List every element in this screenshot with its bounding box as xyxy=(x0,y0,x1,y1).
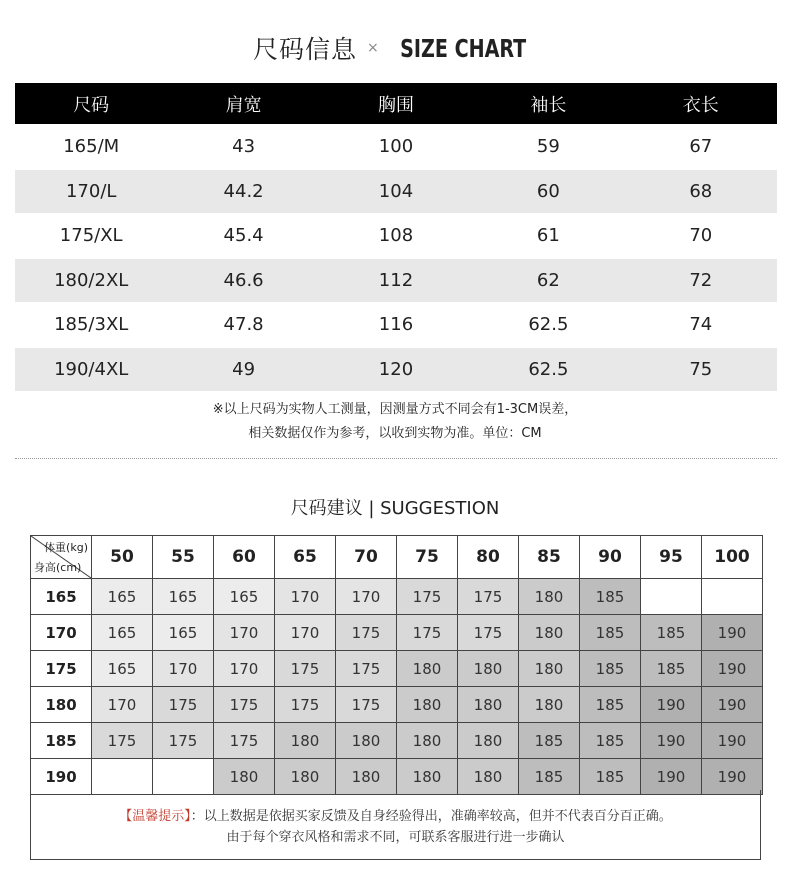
weight-header: 70 xyxy=(336,536,397,579)
table-row xyxy=(15,258,777,303)
size-chart-header xyxy=(15,83,777,125)
weight-header: 55 xyxy=(153,536,214,579)
table-cell: 62.5 xyxy=(472,303,624,348)
size-suggestion-cell: 175 xyxy=(458,615,519,651)
weight-header: 65 xyxy=(275,536,336,579)
size-suggestion-cell: 175 xyxy=(458,579,519,615)
size-suggestion-cell: 185 xyxy=(580,579,641,615)
table-row xyxy=(15,214,777,259)
weight-header: 100 xyxy=(702,536,763,579)
size-suggestion-cell: 175 xyxy=(336,615,397,651)
table-cell: 46.6 xyxy=(167,258,319,303)
table-cell: 45.4 xyxy=(167,214,319,259)
measurement-note xyxy=(0,398,790,446)
size-suggestion-cell: 180 xyxy=(458,759,519,795)
size-suggestion-cell: 185 xyxy=(641,615,702,651)
table-cell: 70 xyxy=(625,214,777,259)
table-cell: 59 xyxy=(472,125,624,170)
corner-weight-label: 体重(kg) xyxy=(44,541,88,554)
grid-corner-cell xyxy=(31,536,92,579)
title-cn: 尺码信息 xyxy=(252,35,357,64)
grid-header-row xyxy=(31,536,763,579)
size-suggestion-cell: 185 xyxy=(580,723,641,759)
size-chart-table xyxy=(15,83,777,391)
size-suggestion-cell: 175 xyxy=(275,687,336,723)
size-suggestion-cell: 180 xyxy=(519,615,580,651)
size-suggestion-cell: 190 xyxy=(641,687,702,723)
tip-line-1 xyxy=(31,806,760,827)
table-cell: 75 xyxy=(625,347,777,391)
size-suggestion-cell: 190 xyxy=(641,759,702,795)
table-cell: 112 xyxy=(320,258,472,303)
size-suggestion-cell: 180 xyxy=(397,687,458,723)
tip-text-2: 由于每个穿衣风格和需求不同，可联系客服进行进一步确认 xyxy=(226,830,565,845)
weight-header: 80 xyxy=(458,536,519,579)
size-suggestion-cell xyxy=(702,579,763,615)
tip-box xyxy=(30,790,761,860)
size-suggestion-cell: 165 xyxy=(214,579,275,615)
size-suggestion-cell: 175 xyxy=(336,651,397,687)
size-suggestion-cell: 180 xyxy=(519,651,580,687)
size-suggestion-cell: 180 xyxy=(458,687,519,723)
table-row xyxy=(15,303,777,348)
size-suggestion-cell: 175 xyxy=(153,723,214,759)
tip-label: 【温馨提示】 xyxy=(119,809,191,824)
size-suggestion-cell: 190 xyxy=(702,687,763,723)
table-row xyxy=(15,125,777,170)
table-cell: 120 xyxy=(320,347,472,391)
height-header: 165 xyxy=(31,579,92,615)
col-header: 袖长 xyxy=(472,83,624,125)
weight-header: 60 xyxy=(214,536,275,579)
size-suggestion-cell: 190 xyxy=(702,651,763,687)
size-suggestion-cell: 180 xyxy=(458,651,519,687)
size-suggestion-cell: 170 xyxy=(214,651,275,687)
size-suggestion-cell: 170 xyxy=(275,579,336,615)
size-suggestion-cell: 170 xyxy=(92,687,153,723)
weight-header: 90 xyxy=(580,536,641,579)
size-suggestion-cell: 165 xyxy=(153,579,214,615)
height-header: 170 xyxy=(31,615,92,651)
table-cell: 72 xyxy=(625,258,777,303)
size-suggestion-cell xyxy=(641,579,702,615)
table-cell: 60 xyxy=(472,169,624,214)
table-cell: 185/3XL xyxy=(15,303,167,348)
size-suggestion-cell: 175 xyxy=(397,615,458,651)
table-cell: 43 xyxy=(167,125,319,170)
page-title xyxy=(0,28,790,68)
note-line-1: ※以上尺码为实物人工测量，因测量方式不同会有1-3CM误差， xyxy=(212,402,578,417)
col-header: 胸围 xyxy=(320,83,472,125)
table-cell: 116 xyxy=(320,303,472,348)
size-suggestion-cell: 165 xyxy=(92,651,153,687)
size-suggestion-cell: 190 xyxy=(702,615,763,651)
suggestion-title: 尺码建议 | SUGGESTION xyxy=(290,498,500,519)
table-cell: 47.8 xyxy=(167,303,319,348)
size-suggestion-cell: 190 xyxy=(641,723,702,759)
table-cell: 61 xyxy=(472,214,624,259)
dotted-divider xyxy=(15,458,777,459)
size-suggestion-cell: 185 xyxy=(580,759,641,795)
size-suggestion-cell: 185 xyxy=(519,723,580,759)
size-suggestion-cell: 165 xyxy=(92,579,153,615)
table-cell: 100 xyxy=(320,125,472,170)
size-suggestion-cell: 180 xyxy=(397,723,458,759)
grid-row xyxy=(31,651,763,687)
table-row xyxy=(15,347,777,391)
note-line-2: 相关数据仅作为参考，以收到实物为准。单位：CM xyxy=(248,426,542,441)
size-suggestion-cell: 185 xyxy=(641,651,702,687)
suggestion-grid xyxy=(30,535,763,795)
weight-header: 85 xyxy=(519,536,580,579)
size-suggestion-cell: 180 xyxy=(397,759,458,795)
size-suggestion-cell: 180 xyxy=(275,759,336,795)
title-en: SIZE CHART xyxy=(399,33,526,63)
weight-header: 75 xyxy=(397,536,458,579)
size-suggestion-cell: 180 xyxy=(458,723,519,759)
size-suggestion-cell: 180 xyxy=(275,723,336,759)
size-suggestion-cell: 175 xyxy=(214,687,275,723)
size-suggestion-cell: 180 xyxy=(214,759,275,795)
size-suggestion-cell: 180 xyxy=(336,759,397,795)
height-header: 180 xyxy=(31,687,92,723)
size-suggestion-cell: 175 xyxy=(214,723,275,759)
size-suggestion-cell: 180 xyxy=(519,579,580,615)
size-suggestion-cell: 175 xyxy=(336,687,397,723)
table-cell: 62.5 xyxy=(472,347,624,391)
size-suggestion-cell: 170 xyxy=(153,651,214,687)
grid-row xyxy=(31,579,763,615)
size-suggestion-cell: 180 xyxy=(336,723,397,759)
size-suggestion-cell: 175 xyxy=(153,687,214,723)
size-suggestion-cell: 185 xyxy=(580,615,641,651)
weight-header: 50 xyxy=(92,536,153,579)
grid-row xyxy=(31,687,763,723)
size-suggestion-cell: 165 xyxy=(153,615,214,651)
tip-text-1: ：以上数据是依据买家反馈及自身经验得出，准确率较高，但并不代表百分百正确。 xyxy=(190,809,672,824)
size-suggestion-cell: 185 xyxy=(580,651,641,687)
grid-row xyxy=(31,615,763,651)
table-cell: 104 xyxy=(320,169,472,214)
height-header: 185 xyxy=(31,723,92,759)
size-suggestion-cell: 175 xyxy=(275,651,336,687)
size-suggestion-cell: 170 xyxy=(214,615,275,651)
table-cell: 175/XL xyxy=(15,214,167,259)
table-cell: 165/M xyxy=(15,125,167,170)
table-cell: 49 xyxy=(167,347,319,391)
title-separator: × xyxy=(366,40,379,56)
col-header: 衣长 xyxy=(625,83,777,125)
size-suggestion-cell: 180 xyxy=(519,687,580,723)
size-suggestion-cell: 180 xyxy=(397,651,458,687)
size-suggestion-cell: 190 xyxy=(702,723,763,759)
size-suggestion-cell: 170 xyxy=(336,579,397,615)
size-suggestion-cell: 170 xyxy=(275,615,336,651)
table-cell: 74 xyxy=(625,303,777,348)
weight-header: 95 xyxy=(641,536,702,579)
height-header: 175 xyxy=(31,651,92,687)
table-cell: 190/4XL xyxy=(15,347,167,391)
size-suggestion-cell: 175 xyxy=(397,579,458,615)
table-cell: 62 xyxy=(472,258,624,303)
col-header: 肩宽 xyxy=(167,83,319,125)
size-suggestion-cell: 185 xyxy=(519,759,580,795)
size-suggestion-cell: 175 xyxy=(92,723,153,759)
grid-row xyxy=(31,723,763,759)
table-row xyxy=(15,169,777,214)
table-cell: 108 xyxy=(320,214,472,259)
table-cell: 170/L xyxy=(15,169,167,214)
table-cell: 67 xyxy=(625,125,777,170)
table-cell: 180/2XL xyxy=(15,258,167,303)
height-header: 190 xyxy=(31,759,92,795)
size-suggestion-cell: 185 xyxy=(580,687,641,723)
col-header: 尺码 xyxy=(15,83,167,125)
table-cell: 68 xyxy=(625,169,777,214)
corner-height-label: 身高(cm) xyxy=(34,561,82,574)
size-suggestion-cell: 165 xyxy=(92,615,153,651)
size-suggestion-cell: 190 xyxy=(702,759,763,795)
table-cell: 44.2 xyxy=(167,169,319,214)
